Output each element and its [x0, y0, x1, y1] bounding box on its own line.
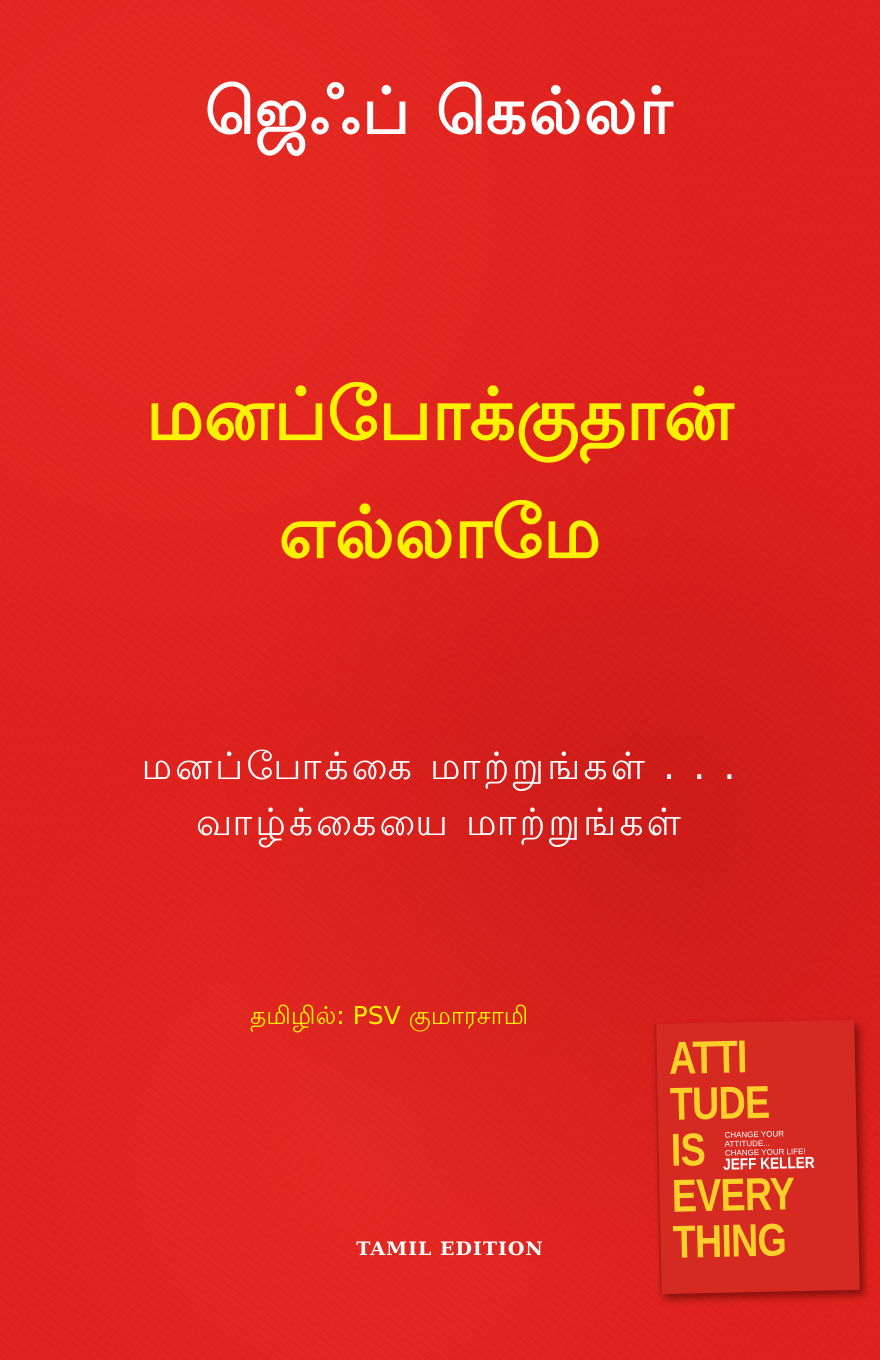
- original-title-line-1: ATTI: [668, 1030, 748, 1084]
- original-title-line-2: TUDE: [669, 1075, 770, 1130]
- original-title-line-5: THING: [672, 1213, 787, 1268]
- author-name: ஜெஃப் கெல்லர்: [205, 75, 675, 149]
- title-line-1: மனப்போக்குதான்: [146, 372, 734, 456]
- original-title-line-3: IS: [670, 1123, 706, 1176]
- original-tagline-line-3: CHANGE YOUR LIFE!: [724, 1146, 806, 1158]
- original-book-thumbnail: [654, 1020, 860, 1294]
- original-tagline: [724, 1128, 845, 1158]
- original-author: JEFF KELLER: [722, 1154, 815, 1174]
- original-title-line-4: EVERY: [671, 1167, 795, 1222]
- original-tagline-line-1: CHANGE YOUR: [724, 1129, 785, 1140]
- translator-credit: தமிழில்: PSV குமாரசாமி: [250, 1001, 529, 1030]
- subtitle-line-1: மனப்போக்கை மாற்றுங்கள் . . .: [141, 744, 739, 788]
- title-line-2: எல்லாமே: [278, 490, 602, 574]
- edition-label: TAMIL EDITION: [356, 1238, 544, 1260]
- book-title: [0, 355, 880, 591]
- subtitle-line-2: வாழ்க்கையை மாற்றுங்கள்: [196, 800, 684, 844]
- original-tagline-line-2: ATTITUDE...: [724, 1138, 770, 1149]
- book-subtitle: [0, 738, 880, 850]
